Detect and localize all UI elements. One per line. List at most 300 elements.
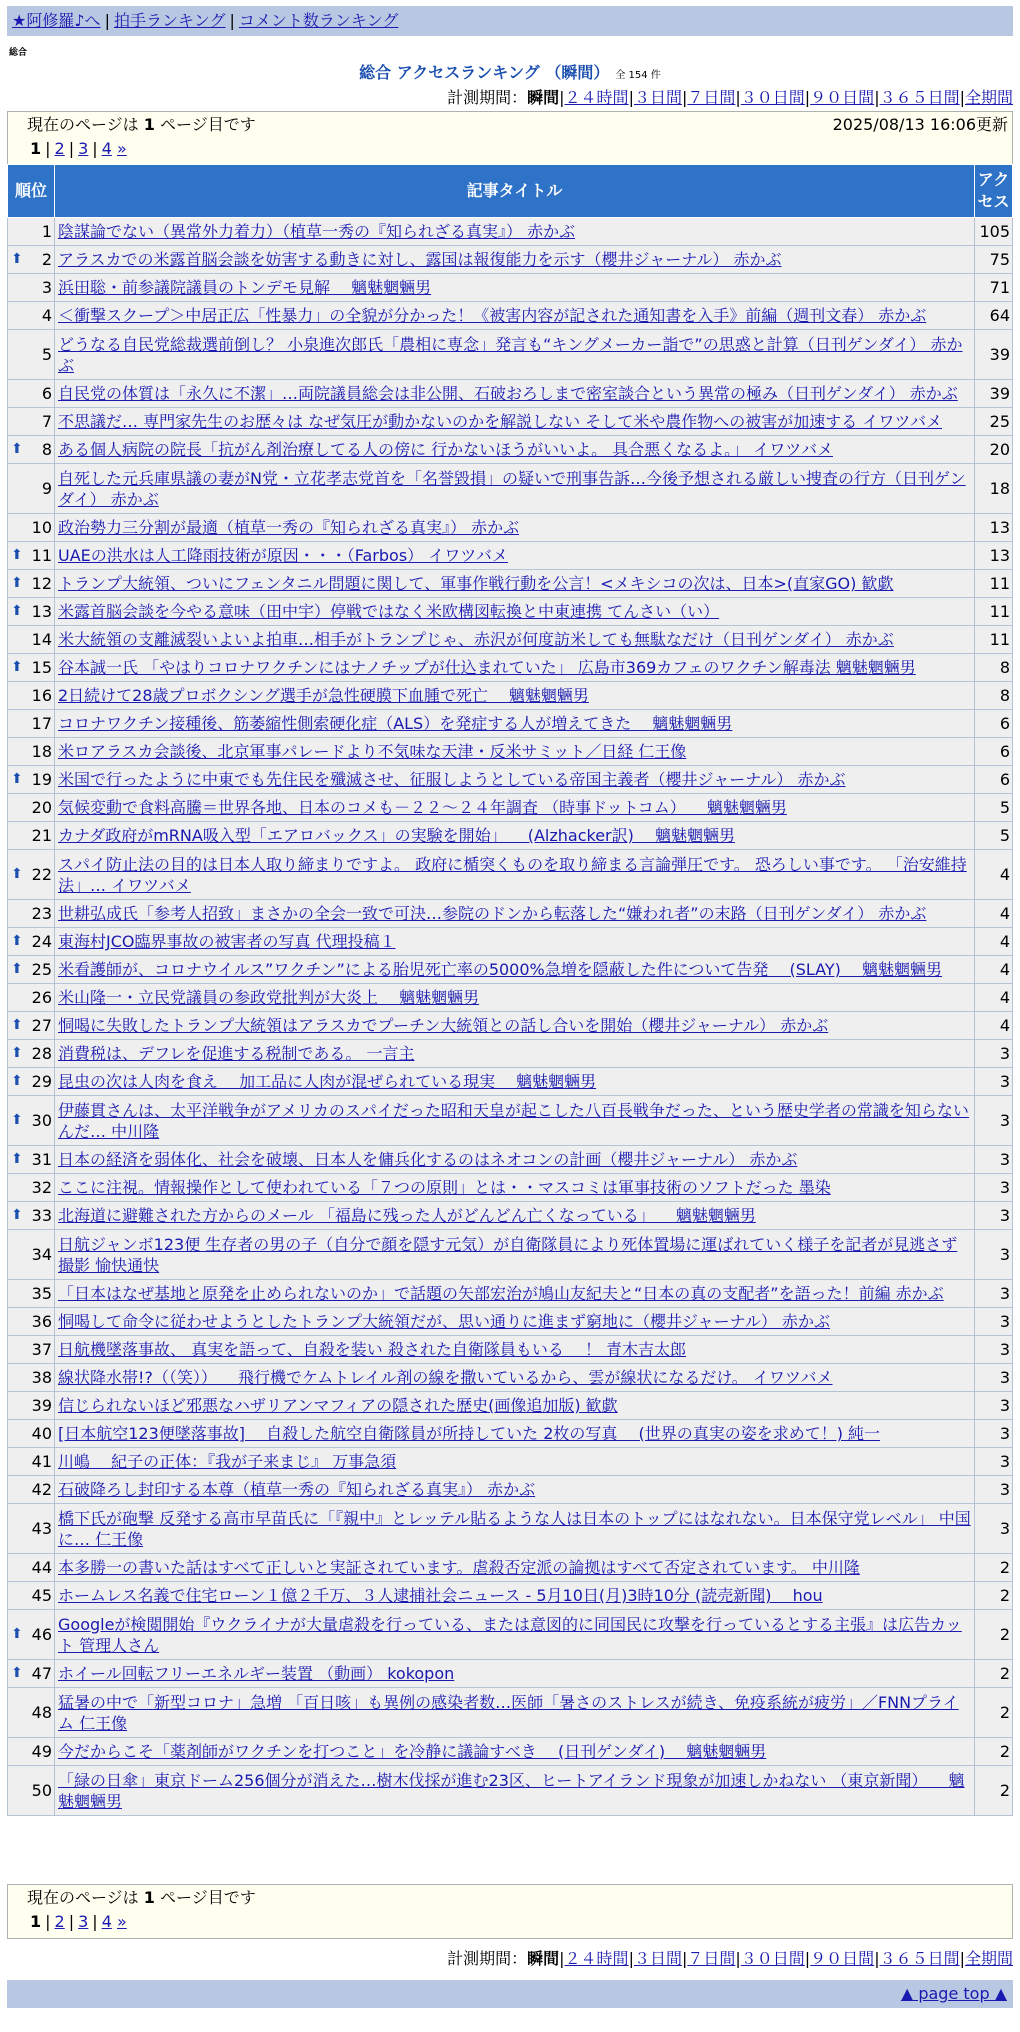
title-cell <box>55 1420 975 1448</box>
table-row <box>8 1146 1013 1174</box>
pager-link[interactable]: 3 <box>78 1912 89 1931</box>
rank-cell <box>8 1392 55 1420</box>
table-row <box>8 542 1013 570</box>
period-current: 瞬間 <box>527 88 560 107</box>
rank-number: 22 <box>31 865 52 884</box>
title-cell <box>55 1308 975 1336</box>
home-link[interactable]: ★阿修羅♪へ <box>12 11 101 30</box>
article-link[interactable]: ホイール回転フリーエネルギー装置 （動画） kokopon <box>58 1664 455 1683</box>
rank-number: 31 <box>31 1150 52 1169</box>
title-cell <box>55 1040 975 1068</box>
rank-number: 33 <box>31 1206 52 1225</box>
rank-cell <box>8 514 55 542</box>
separator: | <box>959 1949 965 1968</box>
access-count: 3 <box>975 1476 1013 1504</box>
rank-number: 28 <box>31 1044 52 1063</box>
ranking-table <box>7 164 1013 1816</box>
rank-number: 32 <box>31 1178 52 1197</box>
article-link[interactable]: 「緑の日傘」東京ドーム256個分が消えた…樹木伐採が進む23区、ヒートアイランド現象が加速しかねない （東京新聞） 魑魅魍魎男 <box>58 1770 965 1811</box>
title-cell <box>55 1068 975 1096</box>
access-count: 3 <box>975 1504 1013 1554</box>
table-row <box>8 1040 1013 1068</box>
table-header-row <box>8 165 1013 218</box>
access-count: 2 <box>975 1660 1013 1688</box>
rank-header: 順位 <box>8 165 55 218</box>
title-cell <box>55 1230 975 1280</box>
clap-ranking-link[interactable]: 拍手ランキング <box>113 11 226 30</box>
rank-cell <box>8 1554 55 1582</box>
article-link[interactable]: ホームレス名義で住宅ローン１億２千万、３人逮捕社会ニュース - 5月10日(月)3時10分 (読売新聞) hou <box>58 1586 823 1605</box>
article-link[interactable]: 米国で行ったように中東でも先住民を殲滅させ、征服しようとしている帝国主義者（櫻井ジャーナル） 赤かぶ <box>58 770 846 789</box>
table-row <box>8 682 1013 710</box>
rank-number: 47 <box>31 1664 52 1683</box>
article-link[interactable]: 北海道に避難された方からのメール 「福島に残った人がどんどん亡くなっている」 魑魅魍魎男 <box>58 1206 756 1225</box>
period-link[interactable]: ３０日間 <box>740 88 805 107</box>
rank-number: 26 <box>31 988 52 1007</box>
title-cell <box>55 1504 975 1554</box>
access-count: 2 <box>975 1766 1013 1816</box>
period-selector-bottom <box>447 1946 1013 1969</box>
rank-number: 41 <box>31 1452 52 1471</box>
title-cell <box>55 984 975 1012</box>
access-count: 3 <box>975 1040 1013 1068</box>
access-count: 3 <box>975 1202 1013 1230</box>
title-cell <box>55 218 975 246</box>
rank-cell <box>8 928 55 956</box>
article-link[interactable]: 本多勝一の書いた話はすべて正しいと実証されています。虐殺否定派の論拠はすべて否定されています。 中川隆 <box>58 1558 860 1577</box>
access-count: 11 <box>975 570 1013 598</box>
title-cell <box>55 1448 975 1476</box>
article-link[interactable]: ここに注視。情報操作として使われている「７つの原則」とは・・マスコミは軍事技術のソフトだった 墨染 <box>58 1178 831 1197</box>
article-link[interactable]: 谷本誠一氏 「やはりコロナワクチンにはナノチップが仕込まれていた」 広島市369カフェのワクチン解毒法 魑魅魍魎男 <box>58 658 916 677</box>
rank-cell <box>8 1336 55 1364</box>
rank-number: 2 <box>41 250 52 269</box>
rank-up-icon: ⬆ <box>11 603 23 619</box>
table-row <box>8 766 1013 794</box>
rank-cell <box>8 822 55 850</box>
access-count: 2 <box>975 1610 1013 1660</box>
article-link[interactable]: 浜田聡・前参議院議員のトンデモ見解 魑魅魍魎男 <box>58 278 432 297</box>
period-link[interactable]: ３日間 <box>633 88 682 107</box>
table-row <box>8 794 1013 822</box>
table-row <box>8 1504 1013 1554</box>
rank-number: 25 <box>31 960 52 979</box>
article-link[interactable]: 自民党の体質は「永久に不潔」…両院議員総会は非公開、石破おろしまで密室談合という異常の極み（日刊ゲンダイ） 赤かぶ <box>58 384 958 403</box>
title-cell <box>55 822 975 850</box>
title-cell <box>55 682 975 710</box>
table-row <box>8 1582 1013 1610</box>
table-row <box>8 850 1013 900</box>
table-row <box>8 1364 1013 1392</box>
article-link[interactable]: コロナワクチン接種後、筋萎縮性側索硬化症（ALS）を発症する人が増えてきた 魑魅魍魎男 <box>58 714 733 733</box>
rank-up-icon: ⬆ <box>11 251 23 267</box>
access-count: 5 <box>975 794 1013 822</box>
access-count: 4 <box>975 1012 1013 1040</box>
rank-cell <box>8 542 55 570</box>
table-row <box>8 1308 1013 1336</box>
separator: | <box>68 139 75 158</box>
rank-up-icon: ⬆ <box>11 1665 23 1681</box>
title-cell <box>55 1336 975 1364</box>
period-link[interactable]: ２４時間 <box>564 1949 629 1968</box>
title-cell <box>55 598 975 626</box>
rank-number: 36 <box>31 1312 52 1331</box>
article-link[interactable]: 線状降水帯!?（（笑）） 飛行機でケムトレイル剤の線を撒いているから、雲が線状になるだけ。 イワツバメ <box>58 1368 833 1387</box>
table-row <box>8 302 1013 330</box>
rank-cell <box>8 1610 55 1660</box>
access-count: 3 <box>975 1336 1013 1364</box>
access-count: 3 <box>975 1174 1013 1202</box>
table-row <box>8 1610 1013 1660</box>
table-row <box>8 1012 1013 1040</box>
rank-up-icon: ⬆ <box>11 1626 23 1642</box>
access-count: 71 <box>975 274 1013 302</box>
pager-next[interactable]: » <box>116 139 127 158</box>
total-count: 全 154 件 <box>615 70 661 81</box>
rank-up-icon: ⬆ <box>11 441 23 457</box>
title-cell <box>55 570 975 598</box>
title-cell <box>55 514 975 542</box>
article-link[interactable]: 気候変動で食料高騰＝世界各地、日本のコメも－２２～２４年調査 （時事ドットコム） 魑魅魍魎男 <box>58 798 787 817</box>
article-link[interactable]: 不思議だ… 専門家先生のお歴々は なぜ気圧が動かないのかを解説しない そして米や農作物への被害が加速する イワツバメ <box>58 412 943 431</box>
table-row <box>8 928 1013 956</box>
access-count: 18 <box>975 464 1013 514</box>
separator: | <box>681 1949 688 1968</box>
rank-cell <box>8 1688 55 1738</box>
table-row <box>8 1766 1013 1816</box>
rank-cell <box>8 654 55 682</box>
title-cell <box>55 1476 975 1504</box>
access-count: 4 <box>975 984 1013 1012</box>
period-link[interactable]: ９０日間 <box>810 88 875 107</box>
table-row <box>8 1280 1013 1308</box>
access-count: 2 <box>975 1582 1013 1610</box>
rank-up-icon: ⬆ <box>11 961 23 977</box>
title-cell <box>55 436 975 464</box>
table-row <box>8 1174 1013 1202</box>
article-link[interactable]: 今だからこそ「薬剤師がワクチンを打つこと」を冷静に議論すべき (日刊ゲンダイ) 魑魅魍魎男 <box>58 1742 767 1761</box>
rank-cell <box>8 1230 55 1280</box>
title-cell <box>55 330 975 380</box>
rank-cell <box>8 1308 55 1336</box>
rank-cell <box>8 1146 55 1174</box>
access-count: 6 <box>975 710 1013 738</box>
title-cell <box>55 1174 975 1202</box>
article-link[interactable]: 米看護師が、コロナウイルス”ワクチン”による胎児死亡率の5000%急増を隠蔽した件について告発 (SLAY) 魑魅魍魎男 <box>58 960 942 979</box>
category-label: 総合 <box>9 48 28 58</box>
article-link[interactable]: 米ロアラスカ会談後、北京軍事パレードより不気味な天津・反米サミット／日経 仁王像 <box>58 742 687 761</box>
title-cell <box>55 1364 975 1392</box>
article-link[interactable]: 世耕弘成氏「参考人招致」まさかの全会一致で可決…参院のドンから転落した“嫌われ者”の末路（日刊ゲンダイ） 赤かぶ <box>58 904 927 923</box>
title-cell <box>55 710 975 738</box>
title-cell <box>55 1738 975 1766</box>
title-cell <box>55 1202 975 1230</box>
rank-cell <box>8 1012 55 1040</box>
pager-link[interactable]: 2 <box>54 139 65 158</box>
rank-number: 34 <box>31 1245 52 1264</box>
rank-cell <box>8 1476 55 1504</box>
article-link[interactable]: UAEの洪水は人工降雨技術が原因・・・（Farbos） イワツバメ <box>58 546 508 565</box>
article-link[interactable]: ある個人病院の院長「抗がん剤治療してる人の傍に 行かないほうがいいよ。 具合悪くなるよ。」 イワツバメ <box>58 440 833 459</box>
article-link[interactable]: 猛暑の中で「新型コロナ」急増 「百日咳」も異例の感染者数…医師「暑さのストレスが続き、免疫系統が疲労」／FNNプライム 仁王像 <box>58 1692 959 1733</box>
access-count: 25 <box>975 408 1013 436</box>
pager-link[interactable]: 4 <box>101 1912 112 1931</box>
rank-cell <box>8 380 55 408</box>
rank-number: 24 <box>31 932 52 951</box>
title-cell <box>55 794 975 822</box>
pager-link[interactable]: 3 <box>78 139 89 158</box>
title-cell <box>55 900 975 928</box>
table-row <box>8 1688 1013 1738</box>
table-row <box>8 1068 1013 1096</box>
rank-cell <box>8 850 55 900</box>
separator: | <box>681 88 688 107</box>
title-cell <box>55 246 975 274</box>
period-label: 計測期間： <box>447 88 528 107</box>
period-link[interactable]: ７日間 <box>687 88 736 107</box>
rank-cell <box>8 464 55 514</box>
rank-number: 20 <box>31 798 52 817</box>
rank-number: 42 <box>31 1480 52 1499</box>
table-row <box>8 900 1013 928</box>
rank-number: 43 <box>31 1519 52 1538</box>
article-link[interactable]: 信じられないほど邪悪なハザリアンマフィアの隠された歴史(画像追加版) 歓歔 <box>58 1396 618 1415</box>
rank-number: 48 <box>31 1703 52 1722</box>
rank-number: 40 <box>31 1424 52 1443</box>
table-row <box>8 1202 1013 1230</box>
current-page-text: 現在のページは 1 ページ目です <box>27 1888 256 1907</box>
rank-up-icon: ⬆ <box>11 933 23 949</box>
access-count: 64 <box>975 302 1013 330</box>
current-page-text: 現在のページは 1 ページ目です <box>27 115 256 134</box>
title-cell <box>55 766 975 794</box>
rank-number: 17 <box>31 714 52 733</box>
article-link[interactable]: 日航機墜落事故、 真実を語って、自殺を装い 殺された自衛隊員もいる ！ 青木吉太郎 <box>58 1340 687 1359</box>
separator: | <box>735 88 741 107</box>
separator: | <box>45 139 51 158</box>
footer-bar <box>7 1980 1013 2008</box>
article-link[interactable]: 橋下氏が砲撃 反発する高市早苗氏に「『親中』とレッテル貼るような人は日本のトップにはなれない。日本保守党レベル」 中国に… 仁王像 <box>58 1508 971 1549</box>
title-cell <box>55 1610 975 1660</box>
rank-number: 12 <box>31 574 52 593</box>
table-row <box>8 984 1013 1012</box>
rank-cell <box>8 794 55 822</box>
table-row <box>8 1392 1013 1420</box>
page-info-top <box>7 111 1013 165</box>
title-cell <box>55 738 975 766</box>
article-link[interactable]: 陰謀論でない（異常外力着力）（植草一秀の『知られざる真実』） 赤かぶ <box>58 222 576 241</box>
article-link[interactable]: スパイ防止法の目的は日本人取り締まりですよ。 政府に楯突くものを取り締まる言論弾圧です。 恐ろしい事です。 「治安維持法」… イワツバメ <box>58 854 967 895</box>
period-link[interactable]: 全期間 <box>964 1949 1013 1968</box>
rank-number: 3 <box>41 278 52 297</box>
access-count: 2 <box>975 1738 1013 1766</box>
article-link[interactable]: Googleが検閲開始『ウクライナが大量虐殺を行っている、または意図的に同国民に攻撃を行っているとする主張』は広告カット 管理人さん <box>58 1614 962 1655</box>
separator: | <box>804 88 811 107</box>
period-link[interactable]: ３０日間 <box>740 1949 805 1968</box>
rank-cell <box>8 436 55 464</box>
rank-number: 29 <box>31 1072 52 1091</box>
rank-cell <box>8 274 55 302</box>
rank-number: 14 <box>31 630 52 649</box>
rank-cell <box>8 682 55 710</box>
pager-next[interactable]: » <box>116 1912 127 1931</box>
article-link[interactable]: 消費税は、デフレを促進する税制である。 一言主 <box>58 1044 415 1063</box>
table-row <box>8 274 1013 302</box>
title-cell <box>55 1660 975 1688</box>
article-link[interactable]: 石破降ろし封印する本尊（植草一秀の『知られざる真実』） 赤かぶ <box>58 1480 536 1499</box>
pager-link[interactable]: 2 <box>54 1912 65 1931</box>
article-link[interactable]: 伊藤貫さんは、太平洋戦争がアメリカのスパイだった昭和天皇が起こした八百長戦争だった、という歴史学者の常識を知らないんだ… 中川隆 <box>58 1100 969 1141</box>
access-count: 3 <box>975 1364 1013 1392</box>
separator: | <box>628 1949 634 1968</box>
table-row <box>8 436 1013 464</box>
separator: | <box>874 1949 880 1968</box>
article-link[interactable]: 川嶋 紀子の正体：『我が子来まじ』 万事急須 <box>58 1452 397 1471</box>
access-count: 2 <box>975 1554 1013 1582</box>
period-link[interactable]: 全期間 <box>964 88 1013 107</box>
rank-number: 7 <box>41 412 52 431</box>
rank-up-icon: ⬆ <box>11 1073 23 1089</box>
rank-number: 49 <box>31 1742 52 1761</box>
rank-up-icon: ⬆ <box>11 1045 23 1061</box>
table-row <box>8 246 1013 274</box>
rank-number: 35 <box>31 1284 52 1303</box>
table-row <box>8 598 1013 626</box>
rank-number: 13 <box>31 602 52 621</box>
title-cell <box>55 380 975 408</box>
rank-cell <box>8 1448 55 1476</box>
period-selector-top <box>447 85 1013 108</box>
rank-number: 1 <box>41 222 52 241</box>
article-link[interactable]: 政治勢力三分割が最適（植草一秀の『知られざる真実』） 赤かぶ <box>58 518 520 537</box>
period-link[interactable]: ２４時間 <box>564 88 629 107</box>
title-cell <box>55 408 975 436</box>
access-count: 3 <box>975 1448 1013 1476</box>
rank-cell <box>8 1202 55 1230</box>
page-top-link[interactable]: ▲ page top ▲ <box>900 1984 1007 2003</box>
period-link[interactable]: ９０日間 <box>810 1949 875 1968</box>
article-link[interactable]: 米露首脳会談を今やる意味（田中宇）停戦ではなく米欧構図転換と中東連携 てんさい（い） <box>58 602 720 621</box>
article-link[interactable]: 東海村JCO臨界事故の被害者の写真 代理投稿１ <box>58 932 396 951</box>
updated-time: 2025/08/13 16:06更新 <box>832 115 1008 134</box>
rank-cell <box>8 1040 55 1068</box>
access-count: 5 <box>975 822 1013 850</box>
rank-number: 38 <box>31 1368 52 1387</box>
rank-cell <box>8 218 55 246</box>
article-link[interactable]: 「日本はなぜ基地と原発を止められないのか」で話題の矢部宏治が鳩山友紀夫と“日本の真の支配者”を語った！前編 赤かぶ <box>58 1284 944 1303</box>
article-link[interactable]: [日本航空123便墜落事故] 自殺した航空自衛隊員が所持していた 2枚の写真 (世界の真実の姿を求めて！) 純一 <box>58 1424 881 1443</box>
article-link[interactable]: 日航ジャンボ123便 生存者の男の子（自分で顔を隠す元気）が自衛隊員により死体置場に運ばれていく様子を記者が見逃さず撮影 愉快通快 <box>58 1234 958 1275</box>
article-link[interactable]: 米大統領の支離滅裂いよいよ拍車…相手がトランプじゃ、赤沢が何度訪米しても無駄なだけ（日刊ゲンダイ） 赤かぶ <box>58 630 894 649</box>
period-link[interactable]: ７日間 <box>687 1949 736 1968</box>
top-nav: ★阿修羅♪へ | 拍手ランキング | コメント数ランキング <box>12 11 399 30</box>
rank-number: 16 <box>31 686 52 705</box>
rank-up-icon: ⬆ <box>11 866 23 882</box>
rank-cell <box>8 330 55 380</box>
table-row <box>8 822 1013 850</box>
rank-up-icon: ⬆ <box>11 1207 23 1223</box>
rank-number: 19 <box>31 770 52 789</box>
rank-cell <box>8 598 55 626</box>
separator: | <box>735 1949 741 1968</box>
title-cell <box>55 654 975 682</box>
rank-cell <box>8 1068 55 1096</box>
table-row <box>8 1738 1013 1766</box>
access-count: 3 <box>975 1420 1013 1448</box>
separator: | <box>92 1912 98 1931</box>
period-current: 瞬間 <box>527 1949 560 1968</box>
title-cell <box>55 274 975 302</box>
article-link[interactable]: どうなる自民党総裁選前倒し？ 小泉進次郎氏「農相に専念」発言も“キングメーカー詣で”の思惑と計算（日刊ゲンダイ） 赤かぶ <box>58 334 963 375</box>
rank-up-icon: ⬆ <box>11 575 23 591</box>
period-link[interactable]: ３６５日間 <box>879 88 960 107</box>
table-row <box>8 710 1013 738</box>
table-row <box>8 380 1013 408</box>
pager-link[interactable]: 4 <box>101 139 112 158</box>
article-link[interactable]: カナダ政府がmRNA吸入型「エアロバックス」の実験を開始」 (Alzhacker訳) 魑魅魍魎男 <box>58 826 735 845</box>
access-count: 13 <box>975 542 1013 570</box>
title-cell <box>55 542 975 570</box>
title-cell <box>55 1392 975 1420</box>
access-count: 8 <box>975 682 1013 710</box>
rank-cell <box>8 246 55 274</box>
rank-number: 30 <box>31 1111 52 1130</box>
access-count: 13 <box>975 514 1013 542</box>
rank-cell <box>8 408 55 436</box>
period-link[interactable]: ３６５日間 <box>879 1949 960 1968</box>
article-link[interactable]: 日本の経済を弱体化、社会を破壊、日本人を傭兵化するのはネオコンの計画（櫻井ジャーナル） 赤かぶ <box>58 1150 798 1169</box>
article-link[interactable]: アラスカでの米露首脳会談を妨害する動きに対し、露国は報復能力を示す（櫻井ジャーナル） 赤かぶ <box>58 250 782 269</box>
article-link[interactable]: ＜衝撃スクープ＞中居正広「性暴力」の全貌が分かった！《被害内容が記された通知書を入手》前編（週刊文春） 赤かぶ <box>58 306 927 325</box>
table-row <box>8 1230 1013 1280</box>
title-cell <box>55 928 975 956</box>
access-count: 8 <box>975 654 1013 682</box>
rank-number: 18 <box>31 742 52 761</box>
article-link[interactable]: 自死した元兵庫県議の妻がN党・立花孝志党首を「名誉毀損」の疑いで刑事告訴…今後予想される厳しい捜査の行方（日刊ゲンダイ） 赤かぶ <box>58 468 966 509</box>
title-cell <box>55 302 975 330</box>
table-row <box>8 218 1013 246</box>
access-count: 6 <box>975 766 1013 794</box>
article-link[interactable]: 昆虫の次は人肉を食え 加工品に人肉が混ぜられている現実 魑魅魍魎男 <box>58 1072 597 1091</box>
article-link[interactable]: 米山隆一・立民党議員の参政党批判が大炎上 魑魅魍魎男 <box>58 988 480 1007</box>
rank-cell <box>8 1738 55 1766</box>
article-link[interactable]: 恫喝して命令に従わせようとしたトランプ大統領だが、思い通りに進まず窮地に（櫻井ジャーナル） 赤かぶ <box>58 1312 830 1331</box>
table-row <box>8 570 1013 598</box>
rank-cell <box>8 1280 55 1308</box>
table-row <box>8 1096 1013 1146</box>
article-link[interactable]: 2日続けて28歳プロボクシング選手が急性硬膜下血腫で死亡 魑魅魍魎男 <box>58 686 589 705</box>
access-count: 39 <box>975 330 1013 380</box>
period-link[interactable]: ３日間 <box>633 1949 682 1968</box>
title-cell <box>55 1688 975 1738</box>
comment-ranking-link[interactable]: コメント数ランキング <box>238 11 399 30</box>
rank-cell <box>8 738 55 766</box>
rank-cell <box>8 1096 55 1146</box>
rank-cell <box>8 1174 55 1202</box>
rank-number: 23 <box>31 904 52 923</box>
article-link[interactable]: トランプ大統領、ついにフェンタニル問題に関して、軍事作戦行動を公言！<メキシコの次は、日本>(直家GO) 歓歔 <box>58 574 894 593</box>
access-count: 4 <box>975 956 1013 984</box>
separator: | <box>804 1949 811 1968</box>
article-link[interactable]: 恫喝に失敗したトランプ大統領はアラスカでプーチン大統領との話し合いを開始（櫻井ジャーナル） 赤かぶ <box>58 1016 829 1035</box>
rank-cell <box>8 1420 55 1448</box>
table-row <box>8 738 1013 766</box>
table-row <box>8 330 1013 380</box>
rank-cell <box>8 570 55 598</box>
separator: | <box>628 88 634 107</box>
separator: | <box>559 1949 565 1968</box>
table-row <box>8 514 1013 542</box>
